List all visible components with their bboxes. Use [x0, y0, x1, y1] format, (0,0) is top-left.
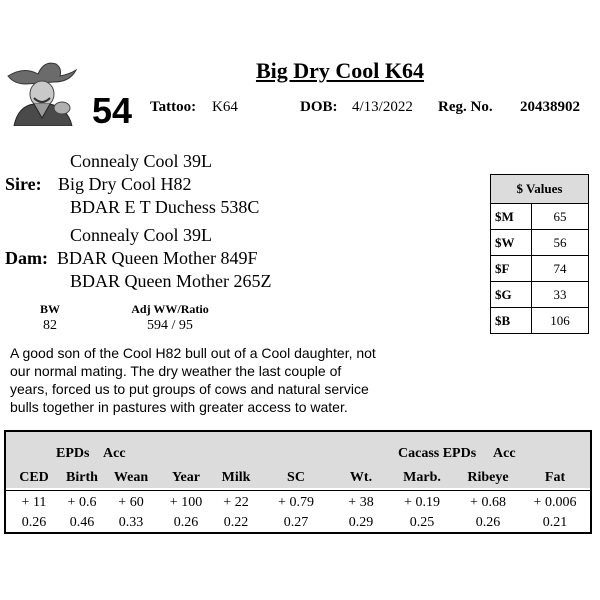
epd-group-label: EPDs — [56, 446, 90, 461]
ww-ratio-value: 594 / 95 — [147, 318, 193, 333]
epd-value: + 60 — [118, 495, 144, 510]
sire-dam-name: BDAR E T Duchess 538C — [70, 197, 260, 217]
reg-no-value: 20438902 — [520, 99, 580, 115]
dollar-values-row — [491, 204, 589, 230]
ww-ratio-label: Adj WW/Ratio — [131, 302, 209, 316]
dollar-value-number: 65 — [532, 204, 589, 230]
epd-group-acc-label: Acc — [103, 446, 126, 461]
dob-label: DOB: — [300, 99, 338, 115]
epd-column-header: Fat — [544, 470, 566, 485]
epd-value: + 11 — [21, 495, 47, 510]
tattoo-value: K64 — [212, 99, 238, 115]
epd-column-header: Year — [172, 470, 200, 485]
epd-accuracy: 0.27 — [283, 515, 309, 530]
epd-column-header: Marb. — [403, 470, 441, 485]
epd-column-header: Ribeye — [467, 470, 509, 485]
dollar-values-table — [490, 174, 589, 334]
epd-column-header: SC — [287, 470, 305, 485]
animal-name-title: Big Dry Cool K64 — [255, 58, 425, 83]
epd-column-header: Wt. — [349, 470, 373, 485]
dob-value: 4/13/2022 — [352, 99, 413, 115]
dollar-values-row — [491, 308, 589, 334]
dollar-values-header-row — [491, 175, 589, 204]
dollar-value-key: $W — [491, 230, 532, 256]
carcass-group-acc-label: Acc — [493, 446, 516, 461]
tattoo-label: Tattoo: — [150, 99, 197, 115]
epd-column-header: CED — [19, 470, 49, 485]
remarks-paragraph: A good son of the Cool H82 bull out of a Cool daughter, not our normal mating. The dry weather the last couple of years, forced us to put groups of cows and natural service bulls together in pastures with greater access to water. — [10, 345, 376, 415]
epd-value: + 100 — [169, 495, 203, 510]
sire-label: Sire: — [5, 174, 42, 194]
epd-value: + 0.6 — [67, 495, 97, 510]
epd-accuracy: 0.22 — [223, 515, 249, 530]
dollar-value-number: 74 — [532, 256, 589, 282]
dollar-values-row — [491, 282, 589, 308]
dollar-value-key: $F — [491, 256, 532, 282]
epd-accuracy: 0.25 — [409, 515, 435, 530]
sire-name: Big Dry Cool H82 — [58, 174, 192, 194]
epd-value: + 22 — [223, 495, 249, 510]
carcass-group-label: Cacass EPDs — [398, 446, 477, 461]
epd-value: + 0.68 — [470, 495, 506, 510]
bw-label: BW — [39, 302, 60, 316]
epd-accuracy: 0.29 — [348, 515, 374, 530]
dam-name: BDAR Queen Mother 849F — [57, 248, 258, 268]
dollar-value-key: $M — [491, 204, 532, 230]
dam-label: Dam: — [5, 248, 48, 268]
dollar-value-number: 106 — [532, 308, 589, 334]
epd-value: + 0.19 — [404, 495, 440, 510]
epd-accuracy: 0.33 — [118, 515, 144, 530]
sire-sire-name: Connealy Cool 39L — [70, 151, 212, 171]
bw-value: 82 — [43, 318, 57, 333]
dollar-value-number: 33 — [532, 282, 589, 308]
lot-number: 54 — [92, 90, 133, 131]
reg-no-label: Reg. No. — [438, 99, 493, 115]
epd-accuracy: 0.46 — [69, 515, 95, 530]
epd-column-header: Birth — [66, 470, 98, 485]
epd-column-header: Milk — [221, 470, 251, 485]
dollar-value-key: $G — [491, 282, 532, 308]
epd-accuracy: 0.26 — [21, 515, 47, 530]
dam-sire-name: Connealy Cool 39L — [70, 225, 212, 245]
epd-value: + 38 — [348, 495, 374, 510]
epd-header-divider — [6, 490, 590, 491]
epd-accuracy: 0.26 — [173, 515, 199, 530]
dollar-value-key: $B — [491, 308, 532, 334]
dollar-values-row — [491, 230, 589, 256]
epd-accuracy: 0.21 — [542, 515, 568, 530]
dollar-values-row — [491, 256, 589, 282]
dam-dam-name: BDAR Queen Mother 265Z — [70, 271, 272, 291]
epd-value: + 0.006 — [533, 495, 577, 510]
epd-column-header: Wean — [113, 470, 149, 485]
dollar-values-title: $ Values — [491, 175, 589, 204]
epd-accuracy: 0.26 — [475, 515, 501, 530]
dollar-value-number: 56 — [532, 230, 589, 256]
epd-value: + 0.79 — [278, 495, 314, 510]
